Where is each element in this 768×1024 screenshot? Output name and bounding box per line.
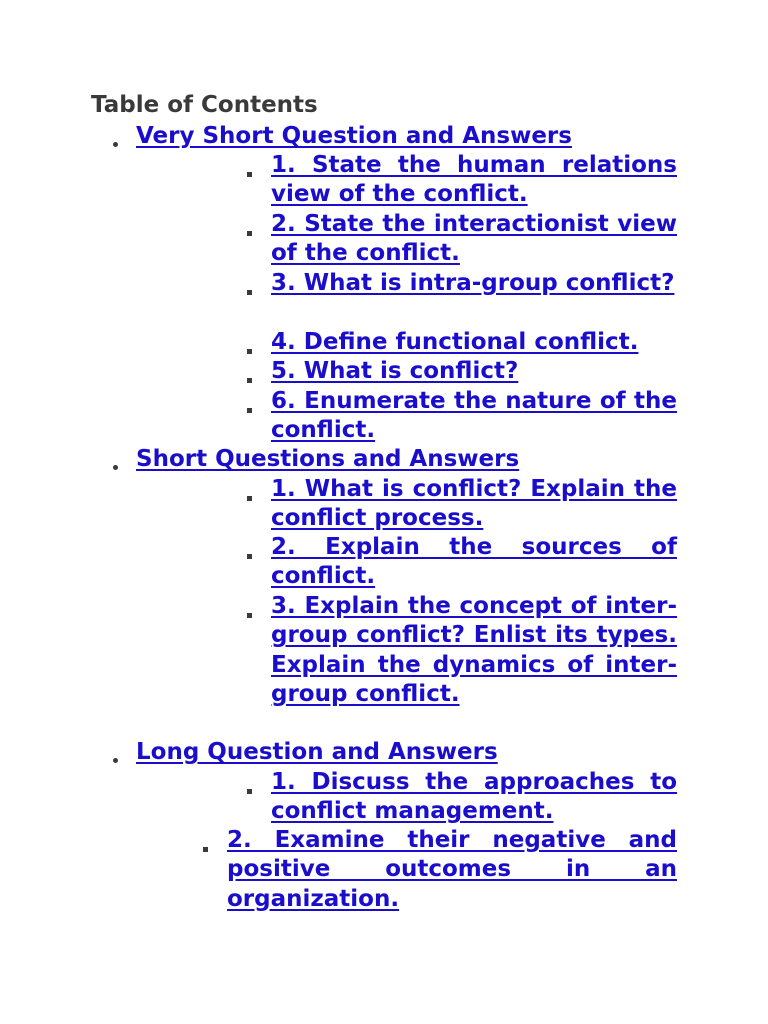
toc-title: Table of Contents <box>91 92 318 118</box>
bullet-square-icon <box>247 396 252 425</box>
bullet-square-icon <box>247 777 252 806</box>
bullet-square-icon <box>247 337 252 366</box>
section-link-long[interactable]: Long Question and Answers <box>136 739 498 765</box>
toc-item-link[interactable]: 1. What is conflict? Explain the conflict process. <box>271 476 677 532</box>
toc-item-link[interactable]: 2. Explain the sources of conflict. <box>271 534 677 590</box>
section-link-very-short[interactable]: Very Short Question and Answers <box>136 123 572 149</box>
toc-item-link[interactable]: 2. State the interactionist view of the conflict. <box>271 211 677 267</box>
bullet-square-icon <box>203 835 208 864</box>
toc-item-link[interactable]: 4. Define functional conflict. <box>271 329 639 355</box>
bullet-square-icon <box>247 366 252 395</box>
bullet-square-icon <box>247 219 252 248</box>
section-link-short[interactable]: Short Questions and Answers <box>136 446 520 472</box>
toc-item-link[interactable]: 3. Explain the concept of inter-group conflict? Enlist its types. Explain the dynamics of inter-group conflict. <box>271 593 677 707</box>
bullet-square-icon <box>247 278 252 307</box>
bullet-dot-icon <box>113 745 118 774</box>
toc-item-link[interactable]: 5. What is conflict? <box>271 358 519 384</box>
bullet-square-icon <box>247 601 252 630</box>
toc-item-link[interactable]: 1. Discuss the approaches to conflict management. <box>271 769 677 825</box>
toc-item-link[interactable]: 1. State the human relations view of the conflict. <box>271 152 677 208</box>
bullet-square-icon <box>247 542 252 571</box>
toc-item-link[interactable]: 2. Examine their negative and positive outcomes in an organization. <box>227 827 677 912</box>
toc-item-link[interactable]: 3. What is intra-group conflict? <box>271 270 675 296</box>
bullet-square-icon <box>247 484 252 513</box>
bullet-dot-icon <box>113 452 118 481</box>
bullet-dot-icon <box>113 129 118 158</box>
bullet-square-icon <box>247 160 252 189</box>
toc-item-link[interactable]: 6. Enumerate the nature of the conflict. <box>271 388 677 444</box>
